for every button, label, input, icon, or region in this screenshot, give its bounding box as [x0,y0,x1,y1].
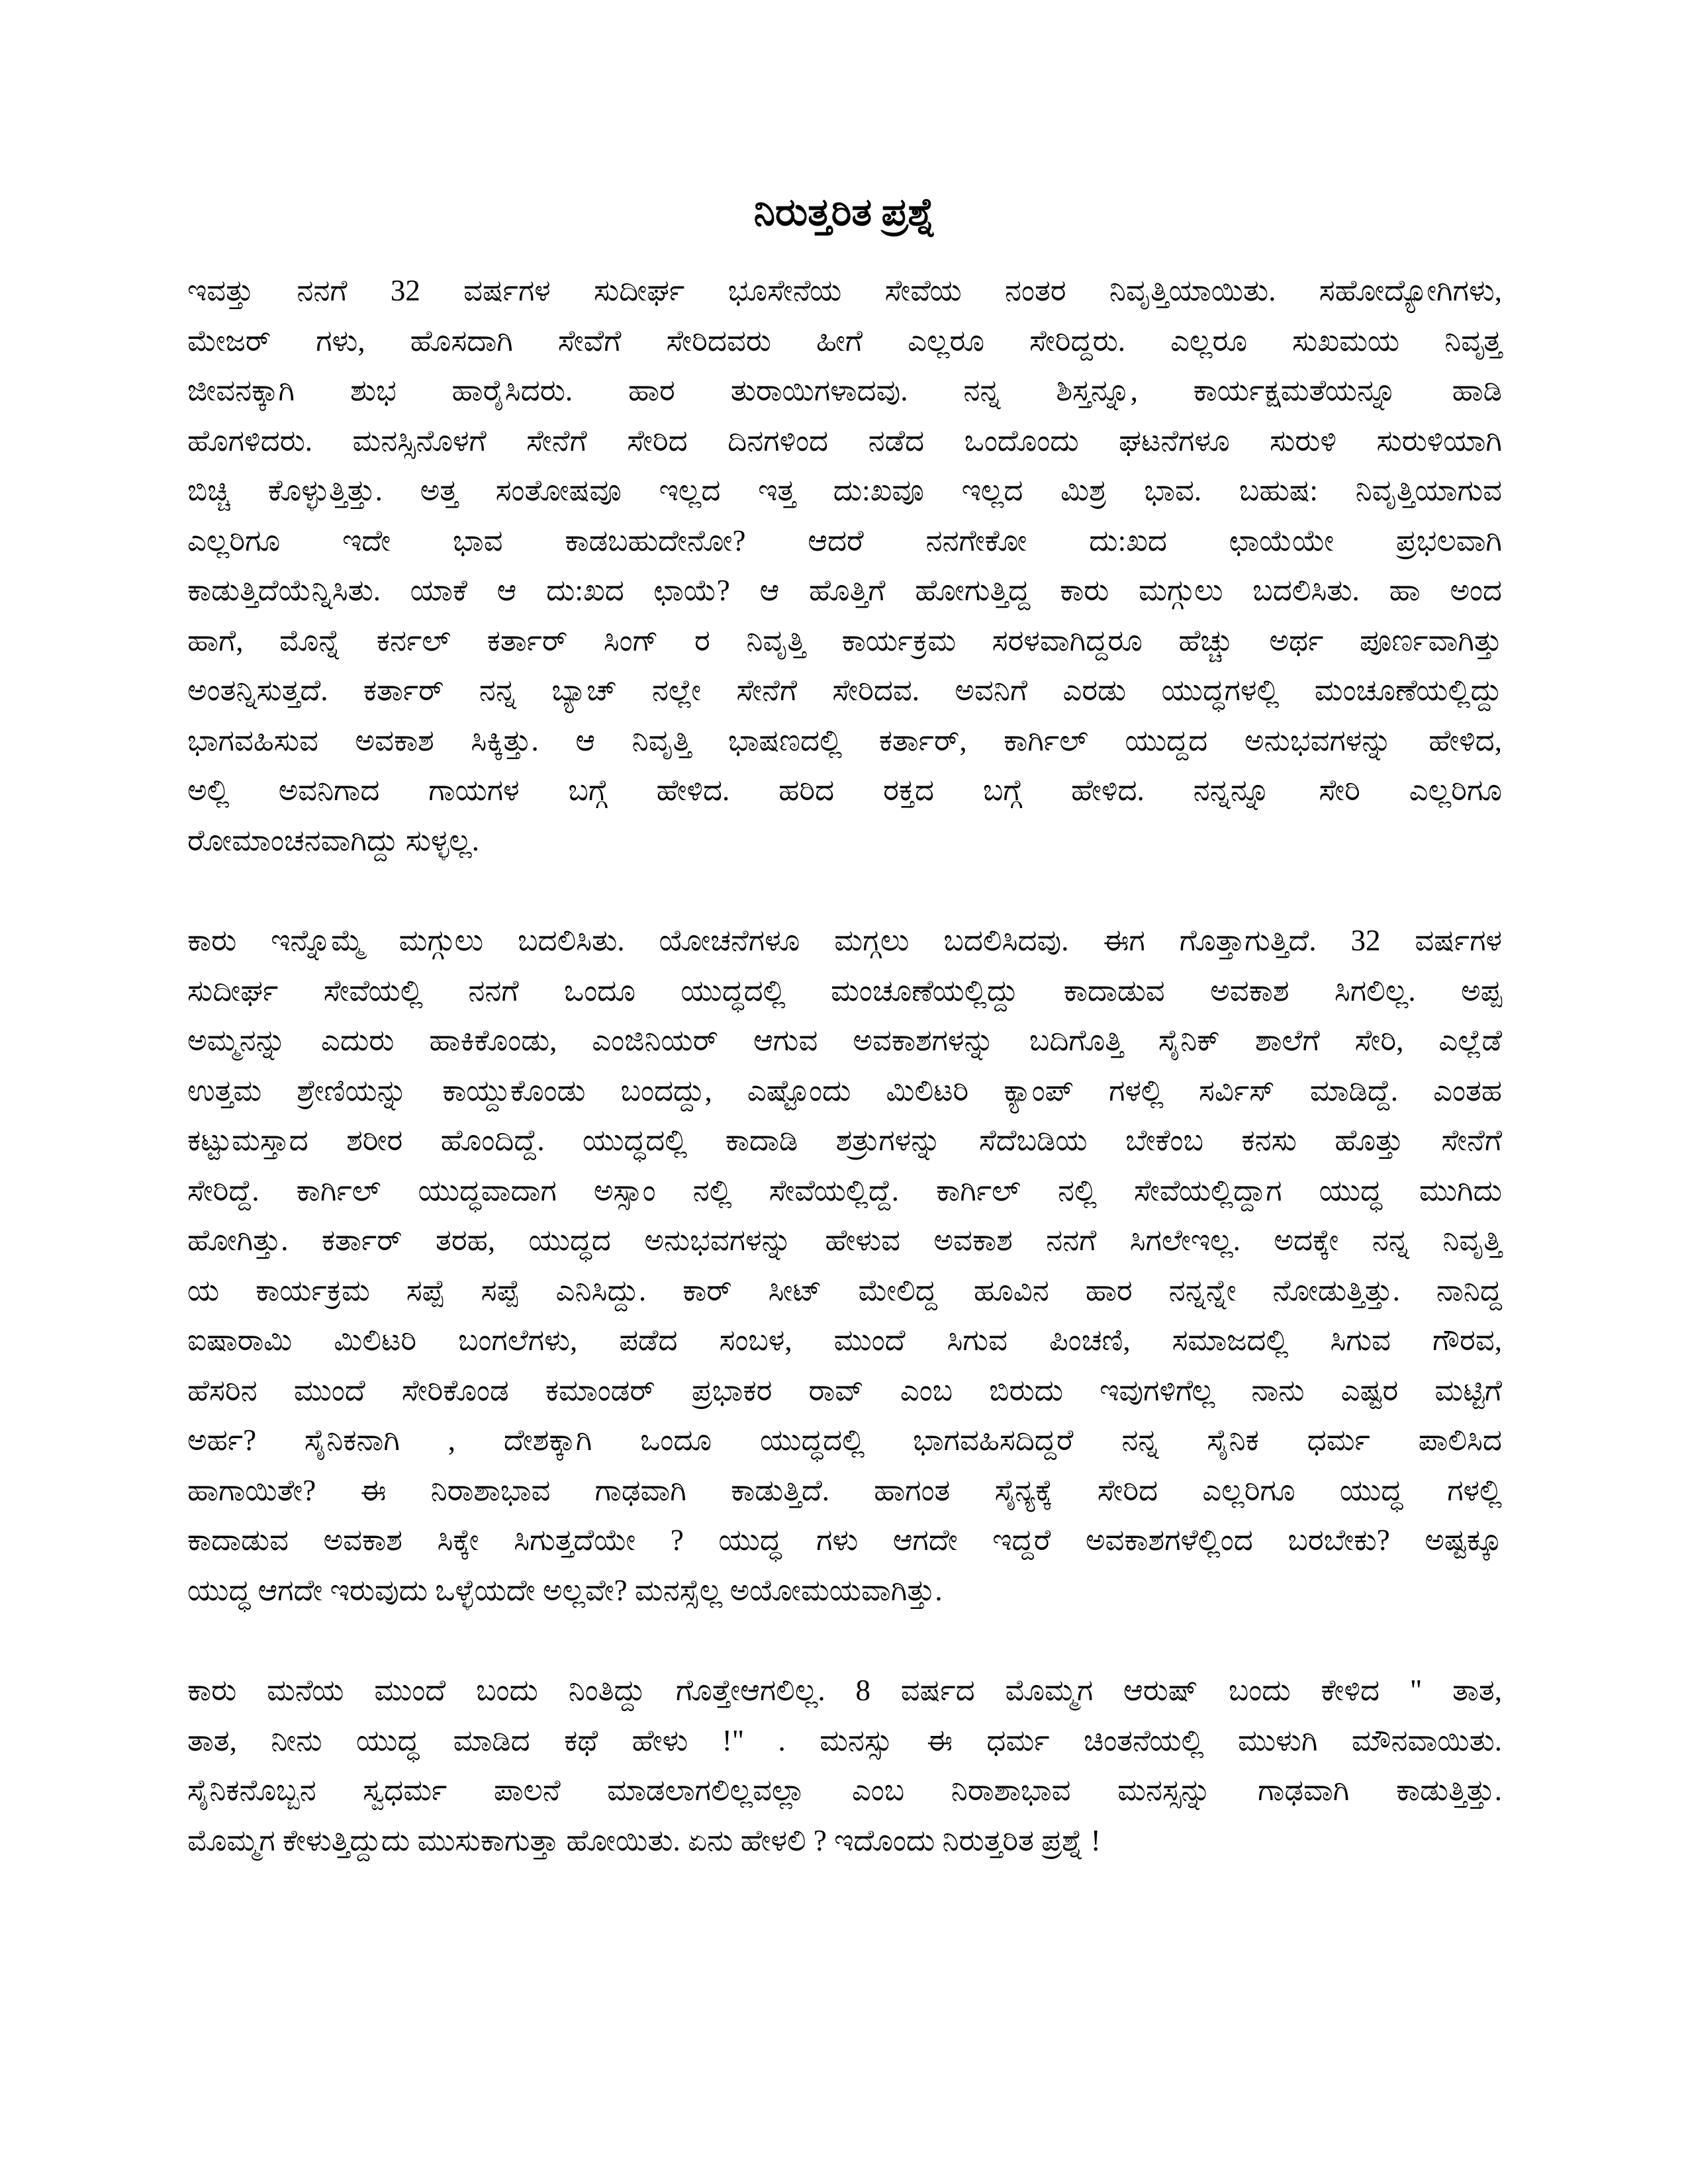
text-line: ಮೇಜರ್ ಗಳು, ಹೊಸದಾಗಿ ಸೇವೆಗೆ ಸೇರಿದವರು ಹೀಗೆ ಎಲ್ಲರೂ ಸೇರಿದ್ದರು. ಎಲ್ಲರೂ ಸುಖಮಯ ನಿವೃತ್ತ [187,324,1502,357]
paragraph-2 [187,916,1502,1615]
text-line: ಯುದ್ಧ ಆಗದೇ ಇರುವುದು ಒಳ್ಳೆಯದೇ ಅಲ್ಲವೇ? ಮನಸ್ಸೆಲ್ಲ ಅಯೋಮಯವಾಗಿತ್ತು. [187,1573,943,1607]
text-line: ಅಲ್ಲಿ ಅವನಿಗಾದ ಗಾಯಗಳ ಬಗ್ಗೆ ಹೇಳಿದ. ಹರಿದ ರಕ್ತದ ಬಗ್ಗೆ ಹೇಳಿದ. ನನ್ನನ್ನೂ ಸೇರಿ ಎಲ್ಲರಿಗೂ [187,774,1502,807]
text-line: ಇವತ್ತು ನನಗೆ 32 ವರ್ಷಗಳ ಸುದೀರ್ಘ ಭೂಸೇನೆಯ ಸೇವೆಯ ನಂತರ ನಿವೃತ್ತಿಯಾಯಿತು. ಸಹೋದ್ಯೋಗಿಗಳು, [187,274,1502,307]
text-line: ಮೊಮ್ಮಗ ಕೇಳುತ್ತಿದ್ದುದು ಮುಸುಕಾಗುತ್ತಾ ಹೋಯಿತು. ಏನು ಹೇಳಲಿ ? ಇದೊಂದು ನಿರುತ್ತರಿತ ಪ್ರಶ್ನೆ ! [187,1823,1101,1857]
page-title: ನಿರುತ್ತರಿತ ಪ್ರಶ್ನೆ [753,191,936,234]
text-line: ಹೆಸರಿನ ಮುಂದೆ ಸೇರಿಕೊಂಡ ಕಮಾಂಡರ್ ಪ್ರಭಾಕರ ರಾವ್ ಎಂಬ ಬಿರುದು ಇವುಗಳಿಗೆಲ್ಲ ನಾನು ಎಷ್ಟರ ಮಟ್ಟಿಗೆ [187,1373,1502,1407]
text-line: ಕಾರು ಇನ್ನೊಮ್ಮೆ ಮಗ್ಗುಲು ಬದಲಿಸಿತು. ಯೋಚನೆಗಳೂ ಮಗ್ಗಲು ಬದಲಿಸಿದವು. ಈಗ ಗೊತ್ತಾಗುತ್ತಿದೆ. 32 ವರ್ಷಗಳ [187,924,1502,957]
text-line: ಕಾದಾಡುವ ಅವಕಾಶ ಸಿಕ್ಕೇ ಸಿಗುತ್ತದೆಯೇ ? ಯುದ್ಧ ಗಳು ಆಗದೇ ಇದ್ದರೆ ಅವಕಾಶಗಳೆಲ್ಲಿಂದ ಬರಬೇಕು? ಅಷ್ಟಕ್ಕೂ [187,1524,1502,1557]
text-line: ಹೋಗಿತ್ತು. ಕರ್ತಾರ್ ತರಹ, ಯುದ್ಧದ ಅನುಭವಗಳನ್ನು ಹೇಳುವ ಅವಕಾಶ ನನಗೆ ಸಿಗಲೇಇಲ್ಲ. ಅದಕ್ಕೇ ನನ್ನ ನಿವೃತ್ತಿ [187,1224,1502,1257]
paragraph-3 [187,1666,1502,1866]
text-line: ಅಂತನ್ನಿಸುತ್ತದೆ. ಕರ್ತಾರ್ ನನ್ನ ಬ್ಯಾಚ್ ನಲ್ಲೇ ಸೇನೆಗೆ ಸೇರಿದವ. ಅವನಿಗೆ ಎರಡು ಯುದ್ಧಗಳಲ್ಲಿ ಮಂಚೂಣೆಯಲ್ಲಿದ್ದು [187,674,1502,707]
text-line: ಕಾರು ಮನೆಯ ಮುಂದೆ ಬಂದು ನಿಂತಿದ್ದು ಗೊತ್ತೇಆಗಲಿಲ್ಲ. 8 ವರ್ಷದ ಮೊಮ್ಮಗ ಆರುಷ್ ಬಂದು ಕೇಳಿದ " ತಾತ, [187,1674,1502,1707]
text-line: ಉತ್ತಮ ಶ್ರೇಣಿಯನ್ನು ಕಾಯ್ದುಕೊಂಡು ಬಂದದ್ದು, ಎಷ್ಟೊಂದು ಮಿಲಿಟರಿ ಕ್ಯಾಂಪ್ ಗಳಲ್ಲಿ ಸರ್ವಿಸ್ ಮಾಡಿದ್ದೆ. ಎಂತಹ [187,1073,1502,1107]
text-line: ಕಟ್ಟುಮಸ್ತಾದ ಶರೀರ ಹೊಂದಿದ್ದೆ. ಯುದ್ಧದಲ್ಲಿ ಕಾದಾಡಿ ಶತ್ರುಗಳನ್ನು ಸೆದೆಬಡಿಯ ಬೇಕೆಂಬ ಕನಸು ಹೊತ್ತು ಸೇನೆಗೆ [187,1124,1502,1157]
text-line: ಅರ್ಹ? ಸೈನಿಕನಾಗಿ , ದೇಶಕ್ಕಾಗಿ ಒಂದೂ ಯುದ್ಧದಲ್ಲಿ ಭಾಗವಹಿಸದಿದ್ದರೆ ನನ್ನ ಸೈನಿಕ ಧರ್ಮ ಪಾಲಿಸಿದ [187,1424,1502,1457]
text-line: ರೋಮಾಂಚನವಾಗಿದ್ದು ಸುಳ್ಳಲ್ಲ. [187,823,480,857]
text-line: ಹಾಗೆ, ಮೊನ್ನೆ ಕರ್ನಲ್ ಕರ್ತಾರ್ ಸಿಂಗ್ ರ ನಿವೃತ್ತಿ ಕಾರ್ಯಕ್ರಮ ಸರಳವಾಗಿದ್ದರೂ ಹೆಚ್ಚು ಅರ್ಥ ಪೂರ್ಣವಾಗಿತ್ತು [187,623,1502,657]
text-line: ಯ ಕಾರ್ಯಕ್ರಮ ಸಪ್ಪೆ ಸಪ್ಪೆ ಎನಿಸಿದ್ದು. ಕಾರ್ ಸೀಟ್ ಮೇಲಿದ್ದ ಹೂವಿನ ಹಾರ ನನ್ನನ್ನೇ ನೋಡುತ್ತಿತ್ತು. ನಾನಿದ್ದ [187,1273,1502,1307]
text-line: ಹಾಗಾಯಿತೇ? ಈ ನಿರಾಶಾಭಾವ ಗಾಢವಾಗಿ ಕಾಡುತ್ತಿದೆ. ಹಾಗಂತ ಸೈನ್ಯಕ್ಕೆ ಸೇರಿದ ಎಲ್ಲರಿಗೂ ಯುದ್ಧ ಗಳಲ್ಲಿ [187,1473,1502,1507]
text-line: ಐಷಾರಾಮಿ ಮಿಲಿಟರಿ ಬಂಗಲೆಗಳು, ಪಡೆದ ಸಂಬಳ, ಮುಂದೆ ಸಿಗುವ ಪಿಂಚಣಿ, ಸಮಾಜದಲ್ಲಿ ಸಿಗುವ ಗೌರವ, [187,1324,1502,1357]
text-line: ಸೈನಿಕನೊಬ್ಬನ ಸ್ವಧರ್ಮ ಪಾಲನೆ ಮಾಡಲಾಗಲಿಲ್ಲವಲ್ಲಾ ಎಂಬ ನಿರಾಶಾಭಾವ ಮನಸ್ಸನ್ನು ಗಾಢವಾಗಿ ಕಾಡುತ್ತಿತ್ತು. [187,1774,1502,1807]
text-line: ತಾತ, ನೀನು ಯುದ್ಧ ಮಾಡಿದ ಕಥೆ ಹೇಳು !" . ಮನಸ್ಸು ಈ ಧರ್ಮ ಚಿಂತನೆಯಲ್ಲಿ ಮುಳುಗಿ ಮೌನವಾಯಿತು. [187,1723,1502,1757]
text-line: ಎಲ್ಲರಿಗೂ ಇದೇ ಭಾವ ಕಾಡಬಹುದೇನೋ? ಆದರೆ ನನಗೇಕೋ ದು:ಖದ ಛಾಯೆಯೇ ಪ್ರಭಲವಾಗಿ [187,523,1502,557]
text-line: ಸುದೀರ್ಘ ಸೇವೆಯಲ್ಲಿ ನನಗೆ ಒಂದೂ ಯುದ್ಧದಲ್ಲಿ ಮಂಚೂಣೆಯಲ್ಲಿದ್ದು ಕಾದಾಡುವ ಅವಕಾಶ ಸಿಗಲಿಲ್ಲ. ಅಪ್ಪ [187,974,1502,1007]
text-line: ಕಾಡುತ್ತಿದೆಯೆನ್ನಿಸಿತು. ಯಾಕೆ ಆ ದು:ಖದ ಛಾಯೆ? ಆ ಹೊತ್ತಿಗೆ ಹೋಗುತ್ತಿದ್ದ ಕಾರು ಮಗ್ಗುಲು ಬದಲಿಸಿತು. ಹಾ ಅಂದ [187,574,1502,607]
document-content [187,184,1502,1916]
text-line: ಜೀವನಕ್ಕಾಗಿ ಶುಭ ಹಾರೈಸಿದರು. ಹಾರ ತುರಾಯಿಗಳಾದವು. ನನ್ನ ಶಿಸ್ತನ್ನೂ, ಕಾರ್ಯಕ್ಷಮತೆಯನ್ನೂ ಹಾಡಿ [187,374,1502,407]
text-line: ಸೇರಿದ್ದೆ. ಕಾರ್ಗಿಲ್ ಯುದ್ಧವಾದಾಗ ಅಸ್ಸಾಂ ನಲ್ಲಿ ಸೇವೆಯಲ್ಲಿದ್ದೆ. ಕಾರ್ಗಿಲ್ ನಲ್ಲಿ ಸೇವೆಯಲ್ಲಿದ್ದಾಗ ಯುದ್ಧ ಮುಗಿದು [187,1173,1502,1207]
text-line: ಅಮ್ಮನನ್ನು ಎದುರು ಹಾಕಿಕೊಂಡು, ಎಂಜಿನಿಯರ್ ಆಗುವ ಅವಕಾಶಗಳನ್ನು ಬದಿಗೊತ್ತಿ ಸೈನಿಕ್ ಶಾಲೆಗೆ ಸೇರಿ, ಎಲ್ಲೆಡೆ [187,1024,1502,1057]
text-line: ಭಾಗವಹಿಸುವ ಅವಕಾಶ ಸಿಕ್ಕಿತ್ತು. ಆ ನಿವೃತ್ತಿ ಭಾಷಣದಲ್ಲಿ ಕರ್ತಾರ್, ಕಾರ್ಗಿಲ್ ಯುದ್ದದ ಅನುಭವಗಳನ್ನು ಹೇಳಿದ, [187,723,1502,757]
document-body [187,266,1502,1866]
paragraph-1 [187,266,1502,866]
text-line: ಹೊಗಳಿದರು. ಮನಸ್ಸಿನೊಳಗೆ ಸೇನೆಗೆ ಸೇರಿದ ದಿನಗಳಿಂದ ನಡೆದ ಒಂದೊಂದು ಘಟನೆಗಳೂ ಸುರುಳಿ ಸುರುಳಿಯಾಗಿ [187,424,1502,457]
text-line: ಬಿಚ್ಚಿ ಕೊಳ್ಳುತ್ತಿತ್ತು. ಅತ್ತ ಸಂತೋಷವೂ ಇಲ್ಲದ ಇತ್ತ ದು:ಖವೂ ಇಲ್ಲದ ಮಿಶ್ರ ಭಾವ. ಬಹುಷ: ನಿವೃತ್ತಿಯಾಗುವ [187,474,1502,507]
